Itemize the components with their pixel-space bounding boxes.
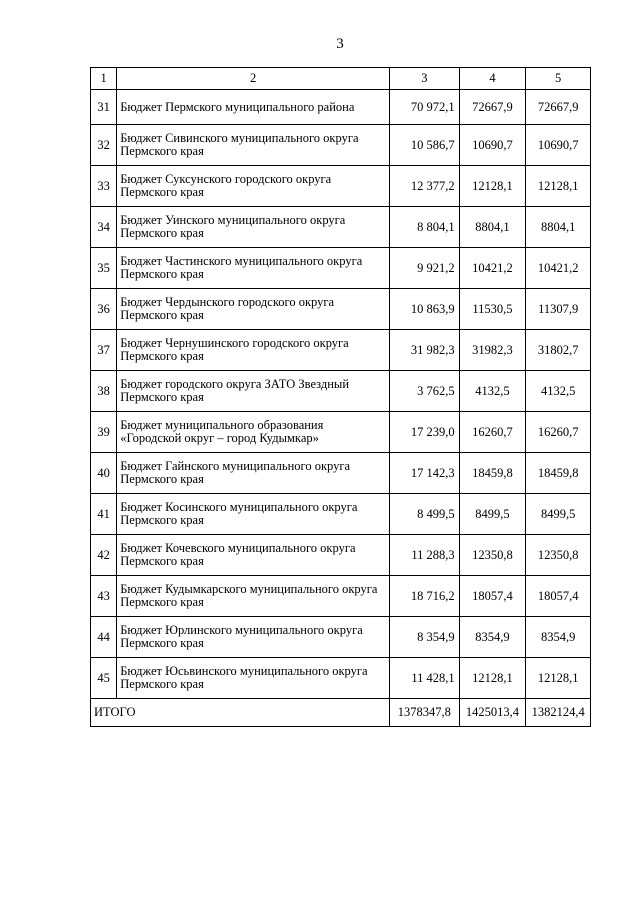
value-col3-cell: 11 428,1 (389, 658, 459, 699)
row-number-cell: 32 (91, 125, 117, 166)
column-header: 2 (117, 68, 390, 90)
budget-name-cell: Бюджет Суксунского городского округа Пермского края (117, 166, 390, 207)
budget-name-cell: Бюджет Чернушинского городского округа Пермского края (117, 330, 390, 371)
value-col5-cell: 12350,8 (526, 535, 591, 576)
value-col3-cell: 3 762,5 (389, 371, 459, 412)
budget-name-cell: Бюджет Косинского муниципального округа Пермского края (117, 494, 390, 535)
row-number-cell: 38 (91, 371, 117, 412)
budget-name-cell: Бюджет Гайнского муниципального округа Пермского края (117, 453, 390, 494)
budget-name-cell: Бюджет Юрлинского муниципального округа Пермского края (117, 617, 390, 658)
value-col3-cell: 10 863,9 (389, 289, 459, 330)
table-row (91, 658, 591, 699)
table-row (91, 412, 591, 453)
budget-name-cell: Бюджет муниципального образования «Городской округ – город Кудымкар» (117, 412, 390, 453)
row-number-cell: 31 (91, 90, 117, 125)
value-col5-cell: 72667,9 (526, 90, 591, 125)
budget-name-cell: Бюджет городского округа ЗАТО Звездный Пермского края (117, 371, 390, 412)
table-row (91, 535, 591, 576)
row-number-cell: 37 (91, 330, 117, 371)
column-header: 4 (459, 68, 526, 90)
column-header: 3 (389, 68, 459, 90)
value-col4-cell: 4132,5 (459, 371, 526, 412)
table-row (91, 207, 591, 248)
budget-name-cell: Бюджет Пермского муниципального района (117, 90, 390, 125)
total-v5-cell: 1382124,4 (526, 699, 591, 727)
table-row (91, 90, 591, 125)
value-col3-cell: 18 716,2 (389, 576, 459, 617)
value-col3-cell: 8 499,5 (389, 494, 459, 535)
row-number-cell: 41 (91, 494, 117, 535)
value-col3-cell: 31 982,3 (389, 330, 459, 371)
value-col5-cell: 10690,7 (526, 125, 591, 166)
value-col5-cell: 8804,1 (526, 207, 591, 248)
value-col3-cell: 17 142,3 (389, 453, 459, 494)
value-col4-cell: 12128,1 (459, 658, 526, 699)
table-row (91, 330, 591, 371)
table-row (91, 125, 591, 166)
row-number-cell: 35 (91, 248, 117, 289)
value-col5-cell: 8354,9 (526, 617, 591, 658)
value-col5-cell: 18459,8 (526, 453, 591, 494)
value-col4-cell: 18459,8 (459, 453, 526, 494)
row-number-cell: 45 (91, 658, 117, 699)
budget-name-cell: Бюджет Чердынского городского округа Пермского края (117, 289, 390, 330)
value-col3-cell: 17 239,0 (389, 412, 459, 453)
table-row (91, 289, 591, 330)
value-col5-cell: 11307,9 (526, 289, 591, 330)
row-number-cell: 40 (91, 453, 117, 494)
value-col4-cell: 12350,8 (459, 535, 526, 576)
budget-name-cell: Бюджет Уинского муниципального округа Пермского края (117, 207, 390, 248)
value-col3-cell: 12 377,2 (389, 166, 459, 207)
table-row (91, 166, 591, 207)
value-col5-cell: 31802,7 (526, 330, 591, 371)
value-col4-cell: 10421,2 (459, 248, 526, 289)
row-number-cell: 42 (91, 535, 117, 576)
row-number-cell: 44 (91, 617, 117, 658)
value-col3-cell: 9 921,2 (389, 248, 459, 289)
budget-name-cell: Бюджет Кочевского муниципального округа Пермского края (117, 535, 390, 576)
row-number-cell: 43 (91, 576, 117, 617)
value-col3-cell: 8 804,1 (389, 207, 459, 248)
total-v3-cell: 1378347,8 (389, 699, 459, 727)
value-col4-cell: 8354,9 (459, 617, 526, 658)
table-row (91, 371, 591, 412)
row-number-cell: 39 (91, 412, 117, 453)
budget-name-cell: Бюджет Частинского муниципального округа Пермского края (117, 248, 390, 289)
value-col4-cell: 11530,5 (459, 289, 526, 330)
value-col3-cell: 70 972,1 (389, 90, 459, 125)
value-col4-cell: 18057,4 (459, 576, 526, 617)
total-v4-cell: 1425013,4 (459, 699, 526, 727)
table-row (91, 494, 591, 535)
header-row (91, 68, 591, 90)
table-row (91, 248, 591, 289)
table-row (91, 576, 591, 617)
value-col5-cell: 10421,2 (526, 248, 591, 289)
value-col5-cell: 18057,4 (526, 576, 591, 617)
column-header: 5 (526, 68, 591, 90)
value-col5-cell: 12128,1 (526, 166, 591, 207)
value-col5-cell: 16260,7 (526, 412, 591, 453)
table-row (91, 453, 591, 494)
value-col4-cell: 8499,5 (459, 494, 526, 535)
value-col5-cell: 4132,5 (526, 371, 591, 412)
value-col4-cell: 12128,1 (459, 166, 526, 207)
value-col4-cell: 16260,7 (459, 412, 526, 453)
value-col4-cell: 72667,9 (459, 90, 526, 125)
budget-name-cell: Бюджет Кудымкарского муниципального округа Пермского края (117, 576, 390, 617)
value-col5-cell: 8499,5 (526, 494, 591, 535)
row-number-cell: 33 (91, 166, 117, 207)
row-number-cell: 34 (91, 207, 117, 248)
value-col4-cell: 31982,3 (459, 330, 526, 371)
value-col3-cell: 10 586,7 (389, 125, 459, 166)
budget-name-cell: Бюджет Юсьвинского муниципального округа Пермского края (117, 658, 390, 699)
column-header: 1 (91, 68, 117, 90)
row-number-cell: 36 (91, 289, 117, 330)
budget-table (90, 67, 591, 727)
value-col4-cell: 10690,7 (459, 125, 526, 166)
value-col5-cell: 12128,1 (526, 658, 591, 699)
total-label: ИТОГО (91, 699, 390, 727)
total-row (91, 699, 591, 727)
value-col3-cell: 8 354,9 (389, 617, 459, 658)
table-row (91, 617, 591, 658)
value-col3-cell: 11 288,3 (389, 535, 459, 576)
budget-name-cell: Бюджет Сивинского муниципального округа Пермского края (117, 125, 390, 166)
page-number: 3 (336, 36, 344, 52)
value-col4-cell: 8804,1 (459, 207, 526, 248)
